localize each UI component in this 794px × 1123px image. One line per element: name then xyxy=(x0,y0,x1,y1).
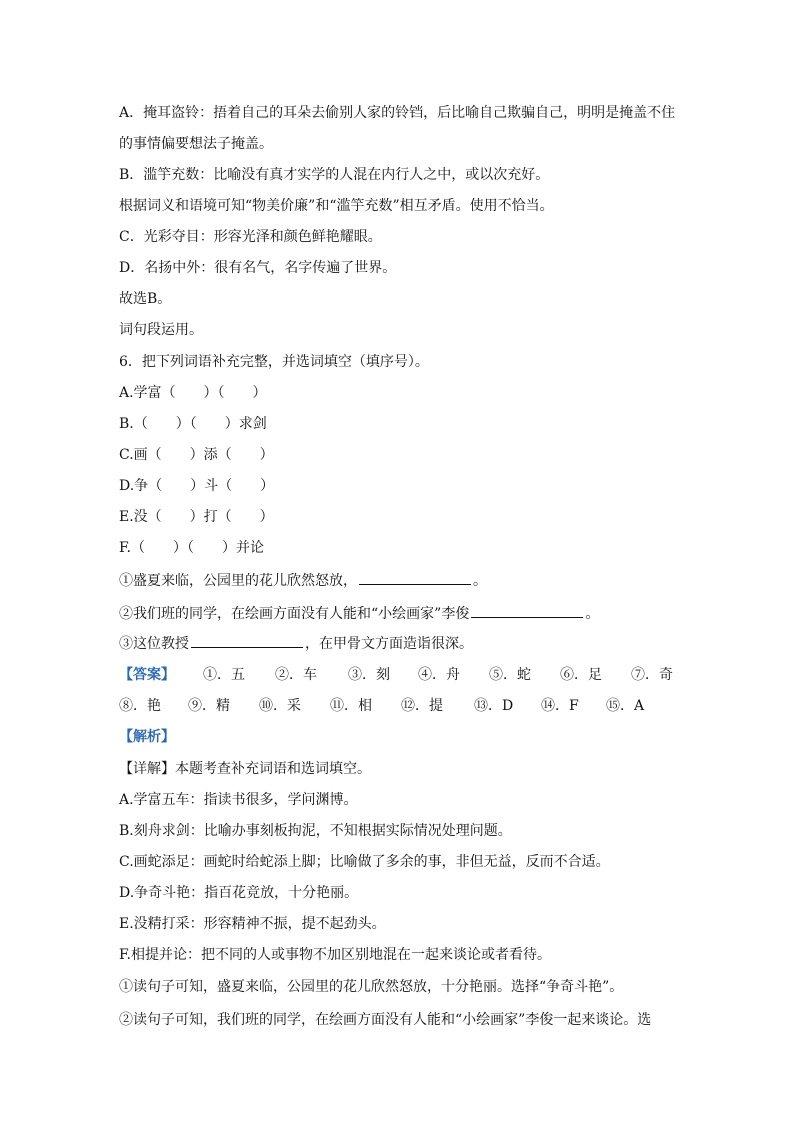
option-a-definition-line2: 的事情偏要想法子掩盖。 xyxy=(119,136,273,152)
answer-item: ⑦．奇 xyxy=(631,667,673,683)
answer-item: ⑬．D xyxy=(474,698,514,714)
answer-row-1 xyxy=(119,665,694,685)
fill-option-a: A.学富（ ）（ ） xyxy=(119,385,267,401)
fill-option-d: D.争（ ）斗（ ） xyxy=(119,478,275,494)
answer-item: ⑮．A xyxy=(606,698,645,714)
answer-item: ⑥．足 xyxy=(560,667,602,683)
answer-blank-3 xyxy=(191,633,303,648)
answer-item: ①．五 xyxy=(203,667,245,683)
answer-item: ④．舟 xyxy=(418,667,460,683)
answer-item: ⑧．艳 xyxy=(119,698,161,714)
explanation-f: F.相提并论：把不同的人或事物不加区别地混在一起来谈论或者看待。 xyxy=(119,947,551,963)
fill-option-f: F.（ ）（ ）并论 xyxy=(119,540,264,556)
answer-item: ⑭．F xyxy=(541,698,579,714)
option-b-definition: B．滥竽充数：比喻没有真才实学的人混在内行人之中，或以次充好。 xyxy=(119,167,550,183)
answer-item: ⑨．精 xyxy=(188,698,230,714)
answer-blank-1 xyxy=(359,570,471,585)
fill-option-e: E.没（ ）打（ ） xyxy=(119,509,274,525)
reading-2: ②读句子可知，我们班的同学，在绘画方面没有人能和“小绘画家”李俊一起来谈论。选 xyxy=(119,1012,652,1028)
question-6: 6．把下列词语补充完整，并选词填空（填序号）。 xyxy=(119,354,429,370)
sentence-1-text: ①盛夏来临，公园里的花儿欣然怒放， xyxy=(119,573,357,589)
sentence-2 xyxy=(119,603,694,624)
fill-option-c: C.画（ ）添（ ） xyxy=(119,447,274,463)
explanation-a: A.学富五车：指读书很多，学问渊博。 xyxy=(119,792,358,808)
topic-line: 词句段运用。 xyxy=(119,322,203,338)
answer-blank-2 xyxy=(471,603,583,618)
fill-option-b: B.（ ）（ ）求剑 xyxy=(119,416,267,432)
analysis-tag: 【解析】 xyxy=(119,729,175,745)
answer-item: ③．刻 xyxy=(348,667,390,683)
option-d-definition: D．名扬中外：很有名气，名字传遍了世界。 xyxy=(119,260,397,276)
option-a-definition-line1: A．掩耳盗铃：捂着自己的耳朵去偷别人家的铃铛，后比喻自己欺骗自己，明明是掩盖不住 xyxy=(119,105,676,121)
explanation-d: D.争奇斗艳：指百花竞放，十分艳丽。 xyxy=(119,885,359,901)
reading-1: ①读句子可知，盛夏来临，公园里的花儿欣然怒放，十分艳丽。选择“争奇斗艳”。 xyxy=(119,979,624,995)
answer-item: ⑫．提 xyxy=(401,698,443,714)
context-explanation: 根据词义和语境可知“物美价廉”和“滥竽充数”相互矛盾。使用不恰当。 xyxy=(119,198,554,214)
explanation-b: B.刻舟求剑：比喻办事刻板拘泥，不知根据实际情况处理问题。 xyxy=(119,823,512,839)
answer-item: ②．车 xyxy=(275,667,317,683)
answer-item: ⑤．蛇 xyxy=(489,667,531,683)
detail-line: 【详解】本题考查补充词语和选词填空。 xyxy=(119,761,371,777)
choose-b: 故选B。 xyxy=(119,291,172,307)
explanation-e: E.没精打采：形容精神不振，提不起劲头。 xyxy=(119,916,386,932)
answer-item: ⑪．相 xyxy=(330,698,372,714)
analysis-heading xyxy=(119,727,694,747)
answer-item: ⑩．采 xyxy=(259,698,301,714)
answer-tag: 【答案】 xyxy=(119,667,175,683)
sentence-3 xyxy=(119,633,694,654)
sentence-1 xyxy=(119,570,694,591)
sentence-3-end: ，在甲骨文方面造诣很深。 xyxy=(305,636,473,652)
sentence-2-end: 。 xyxy=(585,606,600,622)
explanation-c: C.画蛇添足：画蛇时给蛇添上脚；比喻做了多余的事，非但无益，反而不合适。 xyxy=(119,854,610,870)
option-c-definition: C．光彩夺目：形容光泽和颜色鲜艳耀眼。 xyxy=(119,229,382,245)
sentence-2-text: ②我们班的同学，在绘画方面没有人能和“小绘画家”李俊 xyxy=(119,606,470,622)
sentence-1-end: 。 xyxy=(473,573,487,589)
sentence-3-text: ③这位教授 xyxy=(119,636,189,652)
